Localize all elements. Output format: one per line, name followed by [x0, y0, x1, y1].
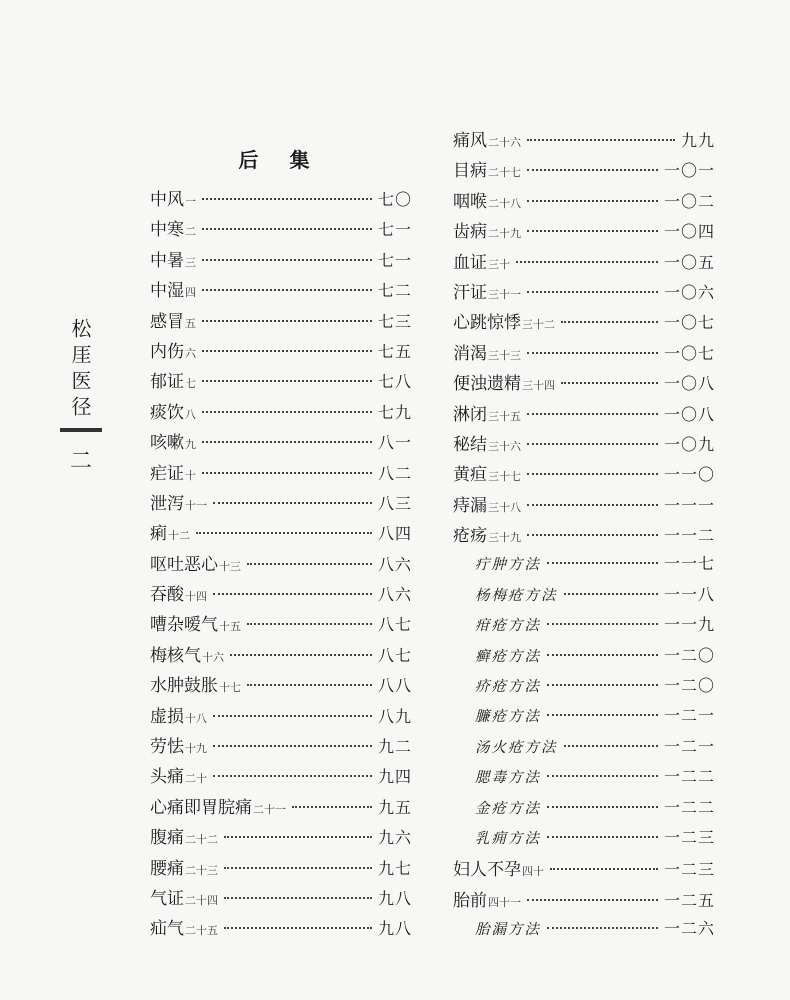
toc-entry [150, 823, 412, 853]
entry-page: 一二二 [663, 797, 715, 817]
dot-leader [213, 745, 372, 747]
entry-page: 七三 [377, 311, 412, 331]
entry-page: 一二一 [663, 736, 715, 756]
entry-title: 乳痈方法 [475, 830, 541, 847]
entry-page: 七九 [377, 402, 412, 422]
toc-entry [150, 459, 412, 489]
entry-number: 一 [185, 195, 196, 208]
toc-entry [453, 126, 715, 156]
entry-title: 气证 [150, 888, 184, 909]
entry-number: 三十二 [522, 318, 555, 332]
entry-number: 四十 [522, 865, 544, 879]
entry-number: 十五 [219, 620, 241, 634]
entry-title: 中风 [150, 190, 184, 210]
toc-subentry [453, 795, 715, 825]
entry-page: 一一八 [663, 584, 715, 604]
entry-title: 痛风 [453, 131, 487, 151]
entry-number: 二十四 [185, 893, 218, 907]
entry-page: 一一二 [663, 526, 715, 546]
toc-subentry [453, 703, 715, 733]
entry-title: 疟证 [150, 463, 184, 484]
entry-title: 胎漏方法 [475, 922, 541, 939]
dot-leader [224, 897, 372, 899]
dot-leader [527, 413, 658, 415]
entry-page: 七一 [377, 220, 412, 240]
entry-number: 二十七 [488, 166, 521, 180]
entry-title: 痔漏 [453, 495, 487, 516]
entry-number: 五 [185, 316, 196, 330]
dot-leader [527, 504, 658, 506]
entry-page: 一二〇 [663, 645, 715, 665]
dot-leader [547, 927, 658, 929]
dot-leader [213, 775, 372, 777]
entry-title: 黄疸 [453, 465, 487, 486]
dot-leader [564, 745, 658, 747]
toc-entry [150, 671, 412, 701]
entry-title: 疝气 [150, 919, 184, 940]
entry-title: 呕吐恶心 [150, 554, 218, 575]
entry-number: 三十六 [488, 439, 521, 453]
entry-page: 七〇 [377, 190, 412, 209]
entry-number: 十三 [219, 559, 241, 573]
entry-title: 泄泻 [150, 493, 184, 514]
dot-leader [547, 623, 658, 625]
entry-page: 一一七 [663, 554, 715, 574]
dot-leader [527, 352, 658, 354]
entry-page: 一二一 [663, 706, 715, 726]
dot-leader [527, 230, 658, 232]
dot-leader [292, 806, 372, 808]
toc-entry [453, 855, 715, 885]
dot-leader [547, 775, 658, 777]
entry-title: 心跳惊悸 [453, 313, 521, 334]
toc-entry [150, 793, 412, 823]
entry-title: 消渴 [453, 343, 487, 364]
toc-subentry [453, 825, 715, 855]
entry-page: 九六 [377, 828, 412, 848]
toc-subentry [453, 764, 715, 794]
dot-leader [202, 228, 372, 230]
entry-number: 十八 [185, 711, 207, 725]
entry-number: 三十三 [488, 348, 521, 362]
toc-left-column [150, 185, 412, 945]
dot-leader [202, 380, 372, 382]
entry-page: 一二五 [663, 890, 715, 910]
dot-leader [547, 806, 658, 808]
dot-leader [527, 473, 658, 475]
toc-subentry [453, 916, 715, 946]
dot-leader [213, 593, 372, 595]
entry-page: 一〇八 [663, 374, 715, 394]
entry-page: 一二三 [663, 860, 715, 880]
entry-title: 血证 [453, 252, 487, 273]
toc-entry [150, 398, 412, 428]
entry-title: 杨梅疮方法 [475, 587, 558, 604]
entry-number: 二 [185, 225, 196, 239]
dot-leader [550, 868, 658, 870]
entry-number: 三十九 [488, 531, 521, 545]
toc-entry [453, 187, 715, 217]
toc-entry [150, 428, 412, 458]
dot-leader [224, 927, 372, 929]
entry-page: 八八 [377, 676, 412, 696]
entry-number: 十二 [168, 529, 190, 543]
toc-subentry [453, 551, 715, 581]
entry-title: 梅核气 [150, 645, 201, 666]
dot-leader [213, 502, 372, 504]
dot-leader [527, 443, 658, 445]
entry-page: 八九 [377, 706, 412, 726]
dot-leader [224, 836, 372, 838]
entry-number: 十九 [185, 742, 207, 756]
entry-title: 咳嗽 [150, 433, 184, 454]
dot-leader [230, 654, 372, 656]
entry-number: 四十一 [488, 895, 521, 909]
entry-page: 九七 [377, 858, 412, 878]
toc-entry [453, 369, 715, 399]
toc-entry [453, 248, 715, 278]
entry-number: 十六 [202, 650, 224, 664]
entry-title: 郁证 [150, 372, 184, 393]
toc-entry [150, 337, 412, 367]
entry-title: 汤火疮方法 [475, 739, 558, 756]
dot-leader [202, 198, 372, 200]
entry-title: 水肿鼓胀 [150, 676, 218, 697]
entry-title: 疥疮方法 [475, 679, 541, 696]
dot-leader [547, 654, 658, 656]
toc-entry [150, 610, 412, 640]
dot-leader [247, 563, 372, 565]
toc-entry [453, 278, 715, 308]
entry-page: 八六 [377, 585, 412, 605]
entry-page: 九四 [377, 767, 412, 787]
toc-entry [150, 246, 412, 276]
toc-subentry [453, 612, 715, 642]
dot-leader [196, 532, 372, 534]
entry-number: 三 [185, 255, 196, 269]
toc-entry [150, 641, 412, 671]
toc-entry [150, 884, 412, 914]
toc-entry [453, 400, 715, 430]
toc-entry [150, 550, 412, 580]
entry-number: 三十 [488, 257, 510, 271]
entry-title: 便浊遗精 [453, 374, 521, 395]
dot-leader [561, 321, 658, 323]
toc-entry [150, 762, 412, 792]
entry-title: 腮毒方法 [475, 770, 541, 787]
entry-number: 十七 [219, 681, 241, 695]
dot-leader [547, 684, 658, 686]
side-divider [60, 428, 102, 432]
dot-leader [527, 534, 658, 536]
toc-right-column [453, 126, 715, 947]
toc-subentry [453, 582, 715, 612]
toc-entry [150, 367, 412, 397]
entry-page: 八二 [377, 463, 412, 483]
entry-number: 二十八 [488, 196, 521, 210]
entry-title: 妇人不孕 [453, 860, 521, 881]
dot-leader [547, 562, 658, 564]
entry-number: 二十一 [253, 802, 286, 816]
entry-page: 一〇二 [663, 191, 715, 211]
entry-page: 七八 [377, 372, 412, 392]
dot-leader [247, 623, 372, 625]
entry-page: 一一九 [663, 615, 715, 635]
toc-entry [150, 854, 412, 884]
toc-entry [453, 156, 715, 186]
entry-page: 一二〇 [663, 676, 715, 696]
entry-page: 一〇六 [663, 282, 715, 302]
toc-entry [150, 914, 412, 944]
dot-leader [213, 715, 372, 717]
toc-entry [150, 215, 412, 245]
toc-entry [453, 217, 715, 247]
entry-title: 臁疮方法 [475, 709, 541, 726]
dot-leader [527, 200, 658, 202]
page-number: 二 [69, 449, 92, 474]
entry-number: 九 [185, 438, 196, 452]
section-title: 后 集 [238, 148, 322, 172]
entry-page: 一二二 [663, 767, 715, 787]
entry-title: 中寒 [150, 220, 184, 241]
entry-page: 一〇八 [663, 404, 715, 424]
entry-title: 疔肿方法 [475, 557, 541, 574]
entry-number: 十四 [185, 590, 207, 604]
entry-title: 中暑 [150, 250, 184, 271]
entry-page: 一〇九 [663, 434, 715, 454]
toc-entry [150, 185, 412, 215]
entry-page: 九九 [680, 131, 715, 150]
entry-title: 腰痛 [150, 858, 184, 879]
entry-page: 七一 [377, 250, 412, 270]
toc-entry [150, 702, 412, 732]
toc-entry [150, 276, 412, 306]
dot-leader [547, 714, 658, 716]
toc-entry [453, 886, 715, 916]
dot-leader [527, 899, 658, 901]
entry-page: 一〇四 [663, 222, 715, 242]
dot-leader [527, 139, 675, 141]
entry-title: 汗证 [453, 282, 487, 303]
toc-entry [150, 489, 412, 519]
entry-title: 胎前 [453, 890, 487, 911]
toc-subentry [453, 734, 715, 764]
dot-leader [224, 867, 372, 869]
entry-title: 痢 [150, 524, 167, 545]
entry-title: 感冒 [150, 311, 184, 332]
dot-leader [547, 836, 658, 838]
entry-number: 二十六 [488, 136, 521, 149]
entry-number: 七 [185, 377, 196, 391]
toc-entry [150, 519, 412, 549]
entry-page: 一二六 [663, 919, 715, 939]
entry-title: 吞酸 [150, 585, 184, 606]
dot-leader [202, 472, 372, 474]
entry-title: 虚损 [150, 706, 184, 727]
entry-title: 嘈杂嗳气 [150, 615, 218, 636]
entry-page: 八七 [377, 645, 412, 665]
toc-subentry [453, 643, 715, 673]
entry-page: 九二 [377, 737, 412, 757]
entry-title: 内伤 [150, 341, 184, 362]
dot-leader [564, 593, 658, 595]
entry-number: 三十四 [522, 379, 555, 393]
dot-leader [202, 411, 372, 413]
entry-number: 三十八 [488, 500, 521, 514]
entry-page: 九八 [377, 919, 412, 939]
entry-number: 二十五 [185, 924, 218, 938]
entry-number: 十 [185, 468, 196, 482]
entry-title: 疳疮方法 [475, 618, 541, 635]
toc-subentry [453, 673, 715, 703]
dot-leader [527, 291, 658, 293]
dot-leader [202, 259, 372, 261]
entry-page: 八四 [377, 524, 412, 544]
entry-page: 八一 [377, 433, 412, 453]
entry-page: 一〇一 [663, 161, 715, 181]
entry-page: 一〇五 [663, 252, 715, 272]
entry-title: 癣疮方法 [475, 648, 541, 665]
entry-number: 四 [185, 286, 196, 300]
entry-page: 八三 [377, 493, 412, 513]
entry-number: 二十三 [185, 863, 218, 877]
entry-title: 疮疡 [453, 526, 487, 547]
entry-number: 六 [185, 346, 196, 360]
entry-title: 痰饮 [150, 402, 184, 423]
entry-number: 八 [185, 407, 196, 421]
entry-number: 三十五 [488, 409, 521, 423]
entry-page: 九八 [377, 888, 412, 908]
toc-entry [453, 491, 715, 521]
entry-number: 三十七 [488, 470, 521, 484]
entry-title: 心痛即胃脘痛 [150, 797, 252, 818]
entry-title: 秘结 [453, 434, 487, 455]
dot-leader [202, 289, 372, 291]
toc-entry [453, 339, 715, 369]
entry-title: 中湿 [150, 281, 184, 302]
entry-page: 一一一 [663, 495, 715, 515]
entry-number: 十一 [185, 498, 207, 512]
toc-entry [453, 430, 715, 460]
dot-leader [202, 441, 372, 443]
entry-title: 咽喉 [453, 191, 487, 212]
entry-title: 齿病 [453, 222, 487, 243]
entry-page: 一一〇 [663, 465, 715, 485]
toc-entry [150, 307, 412, 337]
dot-leader [247, 684, 372, 686]
toc-entry [453, 521, 715, 551]
dot-leader [516, 261, 658, 263]
entry-page: 一〇七 [663, 343, 715, 363]
entry-title: 腹痛 [150, 828, 184, 849]
toc-entry [150, 580, 412, 610]
entry-number: 二十九 [488, 227, 521, 241]
entry-page: 七二 [377, 281, 412, 301]
book-title: 松厓医径 [68, 318, 92, 422]
dot-leader [202, 320, 372, 322]
entry-number: 二十二 [185, 833, 218, 847]
entry-number: 二十 [185, 772, 207, 786]
toc-entry [453, 460, 715, 490]
entry-title: 目病 [453, 161, 487, 182]
dot-leader [527, 169, 658, 171]
entry-title: 淋闭 [453, 404, 487, 425]
entry-page: 一二三 [663, 827, 715, 847]
entry-title: 劳怯 [150, 737, 184, 758]
dot-leader [202, 350, 372, 352]
toc-entry [453, 308, 715, 338]
dot-leader [561, 382, 658, 384]
toc-entry [150, 732, 412, 762]
entry-number: 三十一 [488, 287, 521, 301]
entry-title: 金疮方法 [475, 800, 541, 817]
entry-title: 头痛 [150, 767, 184, 788]
entry-page: 七五 [377, 341, 412, 361]
entry-page: 一〇七 [663, 313, 715, 333]
entry-page: 八七 [377, 615, 412, 635]
entry-page: 八六 [377, 554, 412, 574]
entry-page: 九五 [377, 797, 412, 817]
